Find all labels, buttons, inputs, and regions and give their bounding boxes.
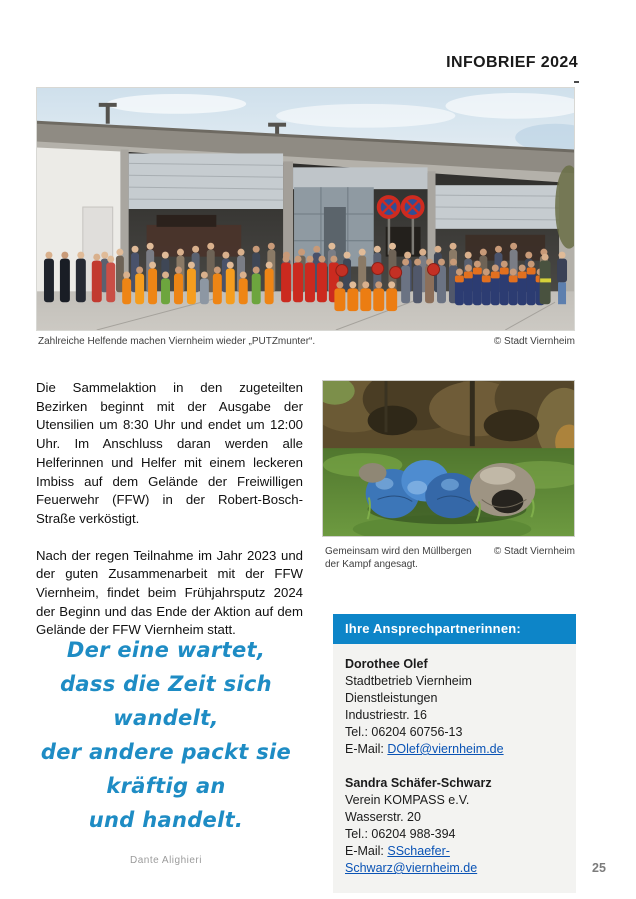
email-link-dolef[interactable]: DOlef@viernheim.de [387, 742, 504, 756]
quote-line-1: Der eine wartet, [66, 638, 266, 662]
contact-org: Verein KOMPASS e.V. [345, 793, 470, 807]
side-photo-caption: Gemeinsam wird den Müllbergen der Kampf angesagt. [325, 546, 472, 570]
contacts-panel [333, 614, 576, 893]
quote-author: Dante Alighieri [130, 855, 202, 866]
contact-street: Industriestr. 16 [345, 708, 427, 722]
contact-tel: Tel.: 06204 60756-13 [345, 725, 463, 739]
page-number: 25 [592, 861, 606, 875]
contact-tel: Tel.: 06204 988-394 [345, 827, 456, 841]
main-photo-caption: Zahlreiche Helfende machen Viernheim wieder „PUTZmunter“. [38, 336, 316, 347]
contact-name: Dorothee Olef [345, 657, 428, 671]
contact-name: Sandra Schäfer-Schwarz [345, 776, 492, 790]
article-paragraph-1: Die Sammelaktion in den zugeteilten Bezirken beginnt mit der Ausgabe der Utensilien um 8:30 Uhr und endet um 12:00 Uhr. Im Anschluss daran werden alle Helferinnen und Helfer mit einem leckeren Imbiss auf dem Gelände der Freiwilligen Feuerwehr (FFW) in der Robert-Bosch-Straße verköstigt. [36, 380, 303, 526]
trash-bags-photo [322, 380, 575, 537]
contacts-body [333, 644, 576, 893]
main-photo-credit: © Stadt Viernheim [493, 336, 575, 347]
page-title: INFOBRIEF 2024 [446, 54, 578, 71]
group-photo-fire-station [36, 87, 575, 331]
contact-street: Wasserstr. 20 [345, 810, 421, 824]
contact-org: Stadtbetrieb Viernheim Dienstleistungen [345, 674, 472, 705]
email-link-sschaefer-schwarz[interactable]: SSchaefer-Schwarz@viernheim.de [345, 844, 478, 875]
quote-line-4: und handelt. [88, 808, 244, 832]
contact-entry-dorothee-olef [345, 656, 564, 758]
contacts-header: Ihre Ansprechpartnerinnen: [333, 614, 576, 644]
header-tick-mark [574, 81, 579, 83]
trash-bags-illustration [323, 381, 574, 536]
group-photo-illustration [37, 88, 574, 330]
quote-line-2: dass die Zeit sich wandelt, [60, 672, 272, 730]
small-gray-bag [359, 463, 387, 483]
contact-email-line [345, 741, 564, 758]
email-label: E-Mail: [345, 742, 388, 756]
article-body [36, 379, 303, 658]
contact-email-line [345, 843, 564, 877]
contact-entry-sandra-schaefer-schwarz [345, 775, 564, 877]
email-label: E-Mail: [345, 844, 388, 858]
quote-line-3: der andere packt sie kräftig an [40, 740, 292, 798]
quote-block [10, 633, 322, 878]
article-paragraph-2: Nach der regen Teilnahme im Jahr 2023 und der guten Zusammenarbeit mit der FFW Viernheim, findet beim Frühjahrsputz 2024 der Beginn und das Ende der Aktion auf dem Gelände der FFW Viernheim statt. [36, 547, 303, 638]
side-photo-credit: © Stadt Viernheim [493, 546, 575, 557]
